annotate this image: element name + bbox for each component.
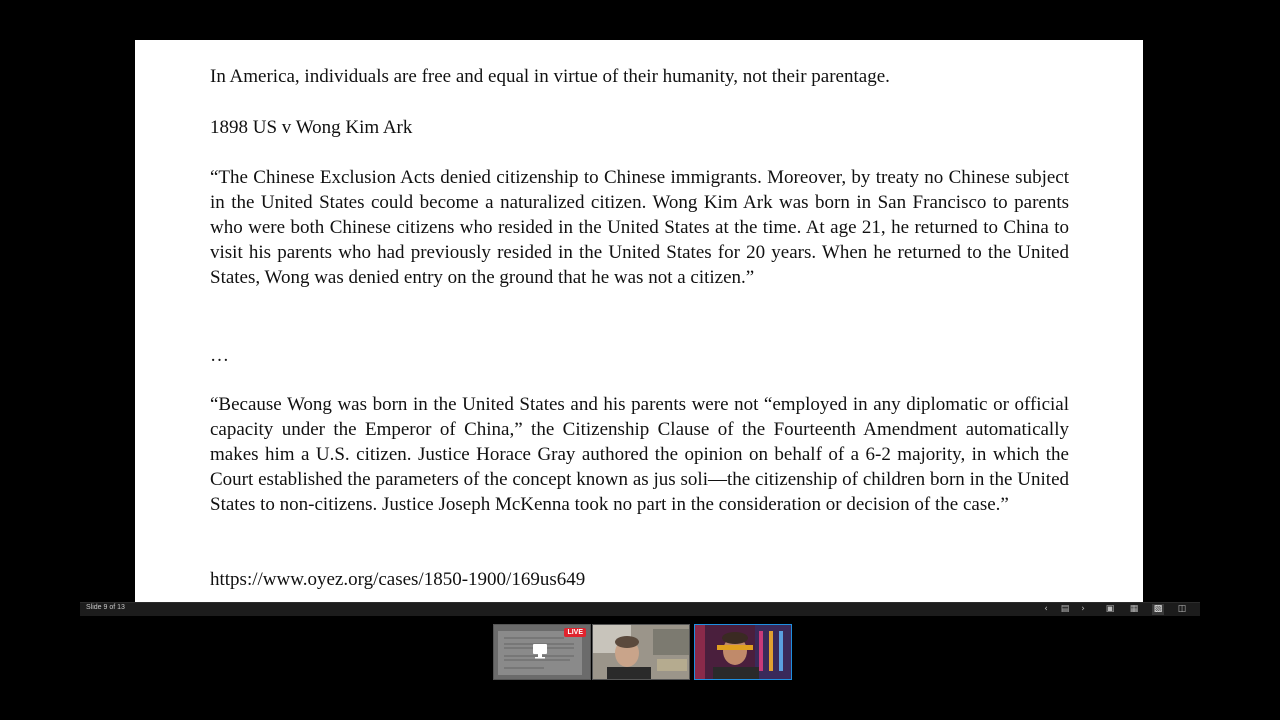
chevron-right-icon[interactable]: › [1081, 604, 1085, 614]
participant-avatar-2 [695, 625, 791, 679]
slide-canvas [135, 40, 1143, 602]
notes-icon[interactable]: ▤ [1060, 604, 1070, 614]
slide-heading: In America, individuals are free and equal in virtue of their humanity, not their parentage. [210, 66, 890, 87]
source-link[interactable]: https://www.oyez.org/cases/1850-1900/169us649 [210, 569, 586, 590]
slide-sorter-icon[interactable]: ▦ [1129, 604, 1139, 614]
slideshow-icon[interactable]: ◫ [1177, 604, 1187, 614]
reading-view-icon[interactable]: ▧ [1153, 604, 1163, 614]
quote-paragraph-1: “The Chinese Exclusion Acts denied citizenship to Chinese immigrants. Moreover, by treaty no Chinese subject in the United States could become a naturalized citizen. Wong Kim Ark was born in San Francisco to parents who were both Chinese citizens who resided in the United States at the time. At age 21, he returned to China to visit his parents who had previously resided in the United States for 20 years. When he returned to the United States, Wong was denied entry on the ground that he was not a citizen.” [210, 167, 1069, 288]
participant-video-1[interactable] [592, 624, 690, 680]
chevron-left-icon[interactable]: ‹ [1044, 604, 1048, 614]
participant-video-2[interactable] [694, 624, 792, 680]
ellipsis: … [210, 345, 229, 366]
presentation-status-bar [80, 602, 1200, 616]
slide-counter: Slide 9 of 13 [86, 604, 125, 611]
screen-share-thumbnail[interactable] [493, 624, 591, 680]
live-badge: LIVE [564, 628, 586, 637]
normal-view-icon[interactable]: ▣ [1105, 604, 1115, 614]
participant-avatar-1 [593, 625, 689, 679]
case-title: 1898 US v Wong Kim Ark [210, 117, 413, 138]
quote-paragraph-2: “Because Wong was born in the United States and his parents were not “employed in any diplomatic or official capacity under the Emperor of China,” the Citizenship Clause of the Fourteenth Amendment automatically makes him a U.S. citizen. Justice Horace Gray authored the opinion on behalf of a 6-2 majority, in which the Court established the parameters of the concept known as jus soli—the citizenship of children born in the United States to non-citizens. Justice Joseph McKenna took no part in the consideration or decision of the case.” [210, 394, 1069, 515]
